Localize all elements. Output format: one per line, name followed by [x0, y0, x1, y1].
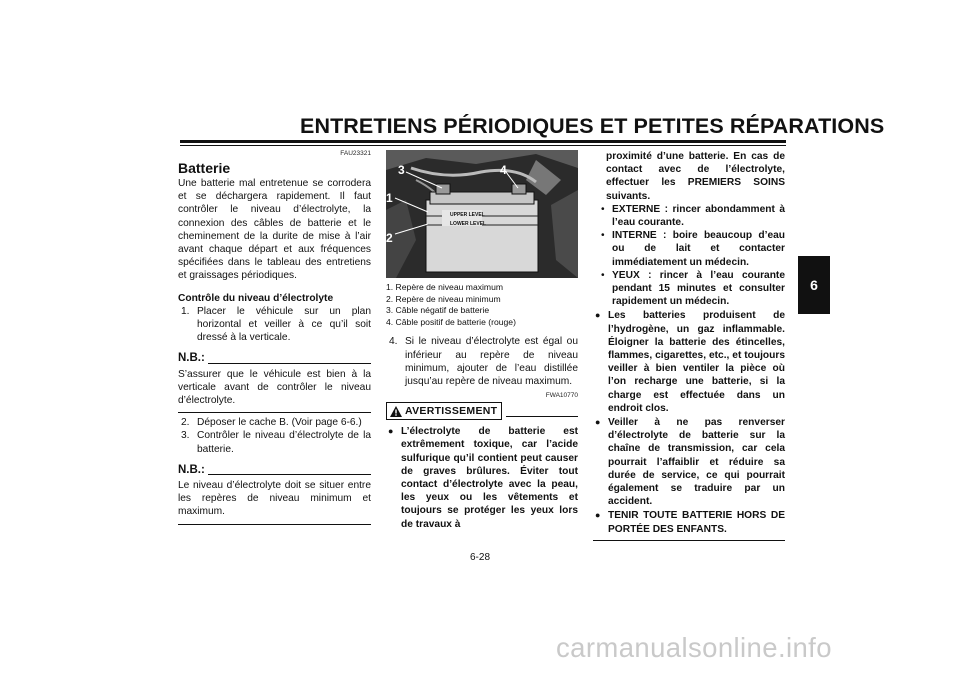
- callout-3: 3: [398, 163, 405, 177]
- column-3: [593, 150, 785, 541]
- header-rule-thick: [180, 140, 786, 143]
- note-rule: [208, 474, 371, 475]
- battery-photo: [386, 150, 578, 278]
- warning-icon: [390, 406, 402, 417]
- step-text: Placer le véhicule sur un plan horizontal et veiller à ce qu’il soit dressé à la verticale.: [197, 305, 371, 344]
- step-text: Si le niveau d’électrolyte est égal ou inférieur au repère de niveau minimum, ajouter de l’eau distillée jusqu’au repère de niveau maximum.: [405, 336, 578, 387]
- first-aid-item: [593, 203, 785, 229]
- step-text: Contrôler le niveau d’électrolyte de la batterie.: [197, 430, 371, 455]
- step-number: 3.: [181, 430, 190, 442]
- warning-continuation: proximité d’une batterie. En cas de contact avec de l’électrolyte, effectuer les PREMIERS SOINS suivants.: [606, 151, 785, 202]
- callout-1: 1: [386, 191, 393, 205]
- column-1: [178, 150, 371, 525]
- note-end-rule: [178, 524, 371, 525]
- section-code: FAU23321: [340, 150, 371, 157]
- caption-item: 4. Câble positif de batterie (rouge): [386, 316, 516, 327]
- bullet-text: Veiller à ne pas renverser d’électrolyte de batterie sur la chaîne de transmission, car cela pourrait l’affaiblir et réduire sa durée de service, ce qui pourrait également se traduire par un accident.: [608, 417, 785, 508]
- intro-paragraph: Une batterie mal entretenue se corrodera et se déchargera rapidement. Il faut contrôler le niveau d’électrolyte, la connexion des câbles de batterie et le cheminement de la durite de mise à l’air avant chaque départ et aux fréquences spécifiées dans le tableau des entretiens et graissages périodiques.: [178, 178, 371, 282]
- warning-bullet: [386, 425, 578, 531]
- note-header: [178, 464, 371, 477]
- callout-4: 4: [500, 163, 507, 177]
- chapter-tab: 6: [798, 256, 830, 314]
- first-aid-text: EXTERNE : rincer abondamment à l’eau courante.: [612, 203, 785, 229]
- first-aid-item: [593, 269, 785, 309]
- first-aid-text: INTERNE : boire beaucoup d’eau ou de lait et contacter immédiatement un médecin.: [612, 230, 785, 268]
- bullet-dot-icon: ●: [388, 426, 394, 437]
- step-number: 2.: [181, 417, 190, 429]
- bullet-dot-icon: ●: [595, 310, 601, 321]
- note-end-rule: [178, 412, 371, 413]
- warning-bullet: [593, 416, 785, 508]
- battery-illustration: [386, 150, 578, 278]
- note-rule: [208, 363, 371, 364]
- bullet-dot-icon: ●: [595, 510, 601, 521]
- step-2: [178, 416, 371, 429]
- lower-level-mark: LOWER LEVEL: [450, 221, 487, 227]
- step-3: [178, 429, 371, 455]
- bullet-text: Les batteries produisent de l’hydrogène, un gaz inflammable. Éloigner la batterie des étincelles, flammes, cigarettes, etc., et toujours veiller à bien ventiler la pièce où l’on recharge une batterie, si la charge est effectuée dans un endroit clos.: [608, 310, 785, 414]
- first-aid-item: [593, 229, 785, 269]
- warning-bullet: [593, 309, 785, 415]
- note-text: S’assurer que le véhicule est bien à la verticale avant de contrôler le niveau d’électrolyte.: [178, 368, 371, 407]
- warning-header: [386, 402, 578, 420]
- step-1: [178, 305, 371, 345]
- note-label: N.B.:: [178, 463, 205, 476]
- warning-code: FWA10770: [545, 392, 578, 400]
- upper-level-mark: UPPER LEVEL: [450, 212, 485, 218]
- caption-item: 3. Câble négatif de batterie: [386, 305, 490, 316]
- caption-item: 2. Repère de niveau minimum: [386, 293, 501, 304]
- step-4: [386, 335, 578, 388]
- bullet-text: L’électrolyte de batterie est extrêmement toxique, car l’acide sulfurique qu’il contient peut causer de graves brûlures. Éviter tout contact d’électrolyte avec la peau, les yeux ou les vêtements et toujours se protéger les yeux lors de travaux à: [401, 426, 578, 530]
- step-number: 4.: [389, 336, 398, 348]
- page-number: 6-28: [469, 552, 490, 563]
- section-title: Batterie: [178, 160, 231, 176]
- note-header: [178, 352, 371, 365]
- sub-bullet-icon: •: [601, 203, 605, 215]
- subsection-title: Contrôle du niveau d’électrolyte: [178, 292, 334, 304]
- step-text: Déposer le cache B. (Voir page 6-6.): [197, 417, 362, 429]
- column-2: [386, 150, 578, 531]
- bullet-text: TENIR TOUTE BATTERIE HORS DE PORTÉE DES ENFANTS.: [608, 510, 785, 535]
- sub-bullet-icon: •: [601, 230, 605, 242]
- warning-box: [386, 402, 502, 420]
- figure-captions: [386, 282, 578, 328]
- sub-bullet-icon: •: [601, 269, 605, 281]
- page-title: ENTRETIENS PÉRIODIQUES ET PETITES RÉPARATIONS: [300, 114, 885, 138]
- step-number: 1.: [181, 305, 190, 317]
- callout-2: 2: [386, 231, 393, 245]
- note-text: Le niveau d’électrolyte doit se situer entre les repères de niveau minimum et maximum.: [178, 480, 371, 518]
- warning-bullet: [593, 509, 785, 535]
- warning-rule: [506, 416, 578, 417]
- watermark: carmanualsonline.info: [556, 632, 832, 663]
- bullet-dot-icon: ●: [595, 417, 601, 428]
- warning-label: AVERTISSEMENT: [405, 404, 498, 417]
- caption-item: 1. Repère de niveau maximum: [386, 282, 504, 292]
- note-label: N.B.:: [178, 352, 205, 365]
- header-rule-thin: [180, 145, 786, 146]
- warning-end-rule: [593, 540, 785, 541]
- first-aid-text: YEUX : rincer à l’eau courante pendant 15 minutes et consulter rapidement un médecin.: [612, 269, 785, 308]
